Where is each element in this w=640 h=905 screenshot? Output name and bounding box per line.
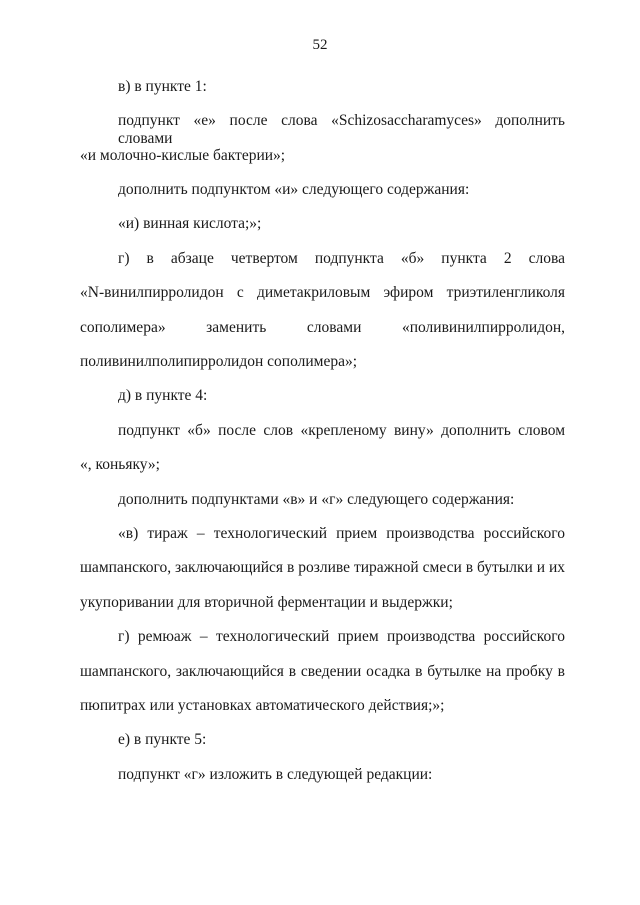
text-line: шампанского, заключающийся в розливе тиражной смеси в бутылки и их <box>80 559 565 576</box>
text-line: «, коньяку»; <box>80 456 160 473</box>
text-line: дополнить подпунктом «и» следующего содержания: <box>118 181 470 198</box>
text-line: укупоривании для вторичной ферментации и выдержки; <box>80 594 453 611</box>
page-number: 52 <box>312 37 328 53</box>
text-line: подпункт «е» после слова «Schizosaccharamyces» дополнить словами <box>118 112 565 147</box>
text-line: сополимера» заменить словами «поливинилпирролидон, <box>80 319 565 336</box>
text-line: д) в пункте 4: <box>118 387 208 404</box>
text-line: подпункт «г» изложить в следующей редакции: <box>118 766 433 783</box>
text-line: «в) тираж – технологический прием производства российского <box>118 525 565 542</box>
text-line: «N-винилпирролидон с диметакриловым эфиром триэтиленгликоля <box>80 284 565 301</box>
text-line: «и) винная кислота;»; <box>118 215 262 232</box>
text-line: е) в пункте 5: <box>118 731 207 748</box>
text-line: в) в пункте 1: <box>118 78 207 95</box>
text-line: шампанского, заключающийся в сведении осадка в бутылке на пробку в <box>80 663 565 680</box>
text-line: «и молочно-кислые бактерии»; <box>80 147 286 164</box>
text-line: поливинилполипирролидон сополимера»; <box>80 353 358 370</box>
text-line: г) ремюаж – технологический прием производства российского <box>118 628 565 645</box>
text-line: подпункт «б» после слов «крепленому вину» дополнить словом <box>118 422 565 439</box>
text-line: г) в абзаце четвертом подпункта «б» пункта 2 слова <box>118 250 565 267</box>
text-line: пюпитрах или установках автоматического действия;»; <box>80 697 445 714</box>
text-line: дополнить подпунктами «в» и «г» следующего содержания: <box>118 491 515 508</box>
